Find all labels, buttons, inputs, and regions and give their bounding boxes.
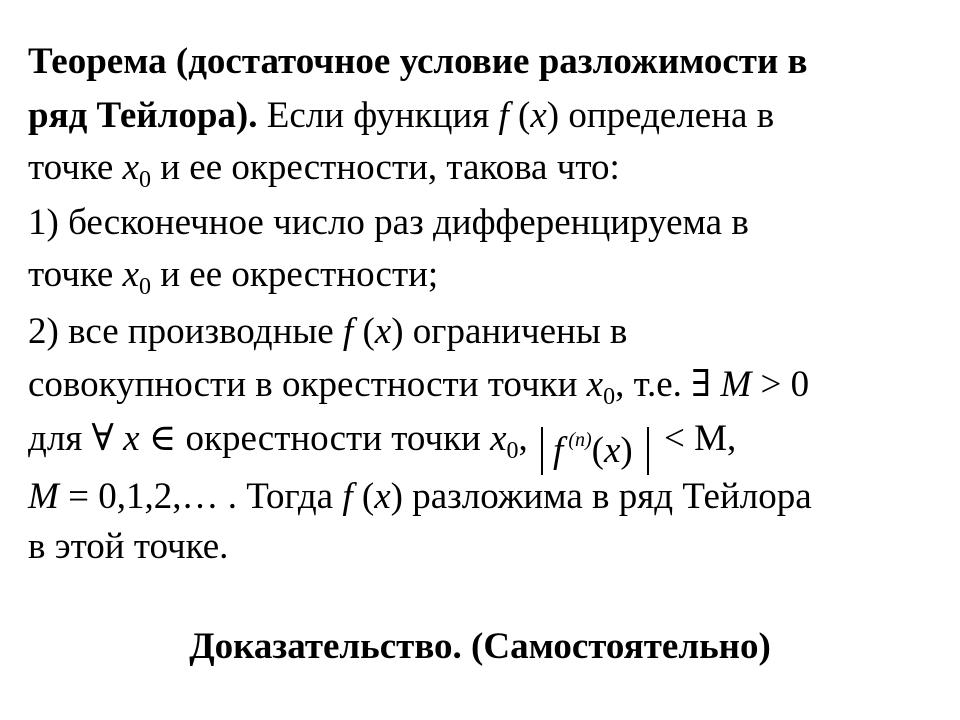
condition-2-line-2: совокупности в окрестности точки $x_0$, т.е. ∃ M > 0: [28, 364, 810, 410]
derivative-abs: f $^{(n)}$(x): [541, 427, 649, 475]
theorem-title: Теорема (достаточное условие разложимости в: [28, 41, 808, 82]
theorem-line-2: ряд Тейлора). Если функция f (x) определена в: [28, 95, 775, 136]
condition-1-line-2: точке $x_0$ и ее окрестности;: [28, 254, 439, 300]
condition-2-line-1: 2) все производные f (x) ограничены в: [28, 311, 628, 352]
theorem-line-3: точке $x_0$ и ее окрестности, такова что:: [28, 147, 620, 193]
condition-2-line-5: в этой точке.: [28, 526, 229, 567]
condition-2-line-3: для ∀ x ∈ окрестности точки $x_0$, f $^{(n)}$(x) < M,: [28, 417, 736, 475]
condition-1-line-1: 1) бесконечное число раз дифференцируема в: [28, 202, 749, 243]
theorem-heading: [28, 40, 808, 84]
condition-2-line-4: M = 0,1,2,… . Тогда f (x) разложима в ряд Тейлора: [28, 476, 812, 517]
theorem-title-cont: ряд Тейлора).: [28, 95, 258, 136]
proof-heading: Доказательство. (Самостоятельно): [189, 626, 771, 667]
